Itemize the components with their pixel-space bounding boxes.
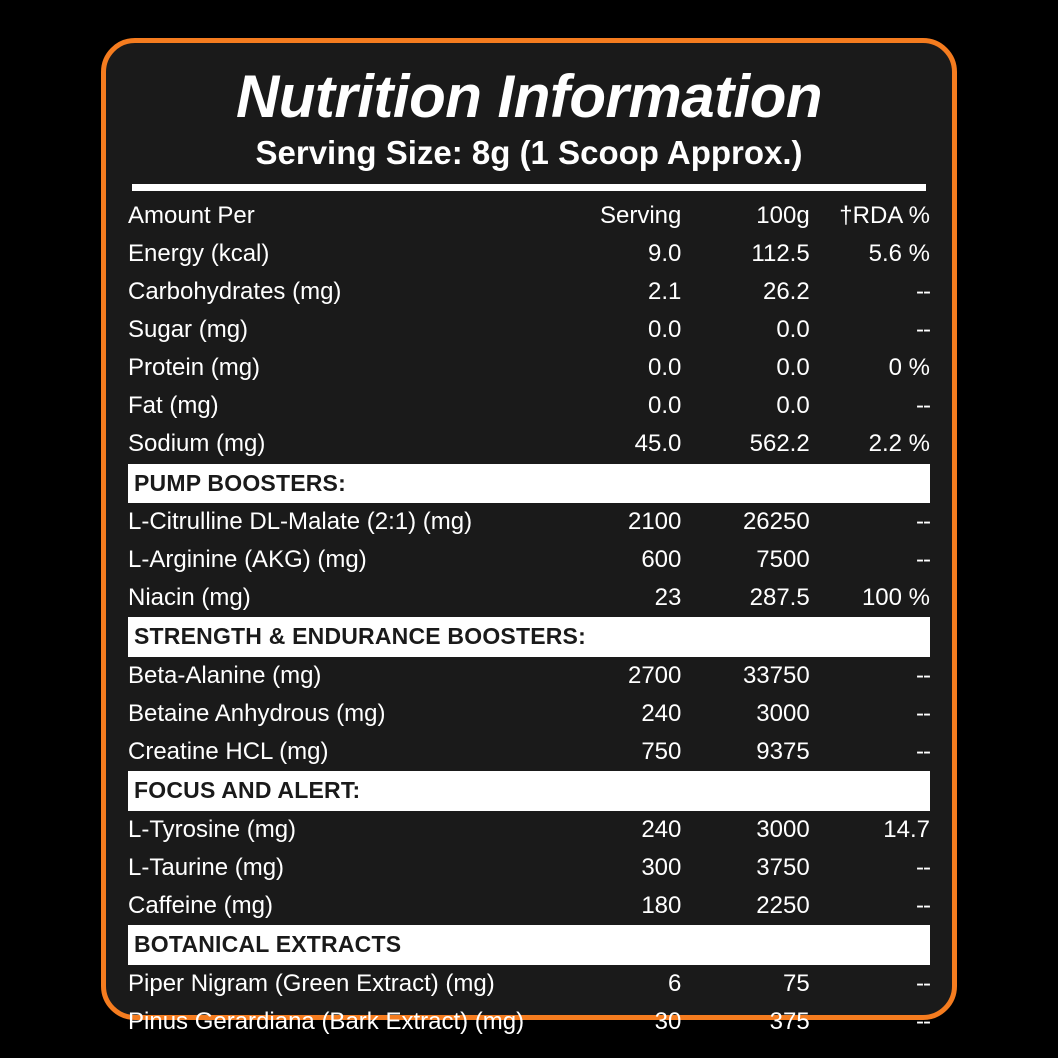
cell-serving: 30 xyxy=(654,1007,682,1035)
table-section-row xyxy=(128,464,930,504)
cell-rda: -- xyxy=(916,316,930,344)
cell-serving: 750 xyxy=(641,738,682,766)
column-header-name: Amount Per xyxy=(128,202,255,229)
cell-per-100g: 287.5 xyxy=(749,584,810,612)
table-row xyxy=(128,425,930,463)
column-header-serving: Serving xyxy=(600,202,682,229)
cell-name: L-Citrulline DL-Malate (2:1) (mg) xyxy=(128,508,473,536)
cell-serving: 0.0 xyxy=(648,392,682,420)
cell-per-100g: 3750 xyxy=(756,854,810,882)
table-header-row xyxy=(128,197,930,235)
cell-rda: -- xyxy=(916,854,930,882)
cell-name: Piper Nigram (Green Extract) (mg) xyxy=(128,969,495,997)
table-row xyxy=(128,273,930,311)
cell-per-100g: 375 xyxy=(769,1007,810,1035)
cell-rda: 100 % xyxy=(861,584,930,612)
cell-name: Pinus Gerardiana (Bark Extract) (mg) xyxy=(128,1007,525,1035)
cell-rda: 0 % xyxy=(888,354,930,382)
cell-name: PUMP BOOSTERS: xyxy=(128,464,930,504)
cell-name: Protein (mg) xyxy=(128,354,261,382)
table-row xyxy=(128,811,930,849)
cell-rda: -- xyxy=(916,892,930,920)
table-row xyxy=(128,387,930,425)
cell-name: Fat (mg) xyxy=(128,392,219,420)
cell-name: BOTANICAL EXTRACTS xyxy=(128,925,930,965)
cell-serving: 23 xyxy=(654,584,682,612)
cell-serving: 2100 xyxy=(627,508,682,536)
cell-per-100g: 7500 xyxy=(756,546,810,574)
table-row xyxy=(128,503,930,541)
cell-rda: -- xyxy=(916,546,930,574)
table-row xyxy=(128,733,930,771)
nutrition-information-panel xyxy=(101,38,957,1035)
cell-serving: 300 xyxy=(641,854,682,882)
table-row xyxy=(128,235,930,273)
cell-rda: -- xyxy=(916,738,930,766)
serving-size-text: Serving Size: 8g (1 Scoop Approx.) xyxy=(255,134,803,171)
column-header-rda: †RDA % xyxy=(839,202,930,229)
table-row xyxy=(128,1003,930,1041)
cell-rda: -- xyxy=(916,662,930,690)
cell-per-100g: 3000 xyxy=(756,700,810,728)
cell-serving: 0.0 xyxy=(648,316,682,344)
cell-per-100g: 0.0 xyxy=(776,316,810,344)
cell-name: Creatine HCL (mg) xyxy=(128,738,329,766)
table-section-row xyxy=(128,925,930,965)
cell-serving: 9.0 xyxy=(648,240,682,268)
cell-rda: -- xyxy=(916,278,930,306)
cell-rda: -- xyxy=(916,392,930,420)
table-row xyxy=(128,887,930,925)
cell-name: Caffeine (mg) xyxy=(128,892,273,920)
cell-rda: 14.7 xyxy=(883,815,930,843)
cell-name: FOCUS AND ALERT: xyxy=(128,771,930,811)
header-divider xyxy=(132,184,926,191)
cell-name: Beta-Alanine (mg) xyxy=(128,662,322,690)
cell-serving: 240 xyxy=(641,815,682,843)
cell-rda: -- xyxy=(916,969,930,997)
cell-serving: 180 xyxy=(641,892,682,920)
cell-per-100g: 75 xyxy=(782,969,810,997)
cell-serving: 2700 xyxy=(627,662,682,690)
page-title: Nutrition Information xyxy=(235,63,823,130)
cell-per-100g: 0.0 xyxy=(776,354,810,382)
cell-name: Sodium (mg) xyxy=(128,430,266,458)
cell-serving: 2.1 xyxy=(648,278,682,306)
cell-serving: 0.0 xyxy=(648,354,682,382)
cell-serving: 240 xyxy=(641,700,682,728)
cell-per-100g: 112.5 xyxy=(751,240,810,268)
table-row xyxy=(128,849,930,887)
cell-name: Betaine Anhydrous (mg) xyxy=(128,700,386,728)
cell-per-100g: 2250 xyxy=(756,892,810,920)
cell-rda: 5.6 % xyxy=(868,240,930,268)
cell-name: Carbohydrates (mg) xyxy=(128,278,342,306)
cell-rda: 2.2 % xyxy=(868,430,930,458)
cell-per-100g: 562.2 xyxy=(749,430,810,458)
table-row xyxy=(128,657,930,695)
cell-name: Niacin (mg) xyxy=(128,584,251,612)
cell-name: L-Taurine (mg) xyxy=(128,854,285,882)
cell-name: Sugar (mg) xyxy=(128,316,249,344)
cell-name: L-Tyrosine (mg) xyxy=(128,815,297,843)
cell-rda: -- xyxy=(916,700,930,728)
table-section-row xyxy=(128,771,930,811)
cell-per-100g: 26.2 xyxy=(762,278,810,306)
cell-per-100g: 3000 xyxy=(756,815,810,843)
table-row xyxy=(128,695,930,733)
cell-name: L-Arginine (AKG) (mg) xyxy=(128,546,367,574)
cell-serving: 600 xyxy=(641,546,682,574)
cell-per-100g: 33750 xyxy=(742,662,810,690)
table-row xyxy=(128,541,930,579)
cell-per-100g: 0.0 xyxy=(776,392,810,420)
cell-rda: -- xyxy=(916,1007,930,1035)
cell-name: STRENGTH & ENDURANCE BOOSTERS: xyxy=(128,617,930,657)
cell-serving: 45.0 xyxy=(634,430,682,458)
nutrition-table xyxy=(128,197,930,1041)
cell-name: Energy (kcal) xyxy=(128,240,270,268)
table-section-row xyxy=(128,617,930,657)
cell-rda: -- xyxy=(916,508,930,536)
cell-serving: 6 xyxy=(668,969,682,997)
table-row xyxy=(128,965,930,1003)
cell-per-100g: 9375 xyxy=(756,738,810,766)
table-row xyxy=(128,579,930,617)
table-row xyxy=(128,311,930,349)
table-row xyxy=(128,349,930,387)
cell-per-100g: 26250 xyxy=(742,508,810,536)
column-header-per-100g: 100g xyxy=(756,202,810,229)
